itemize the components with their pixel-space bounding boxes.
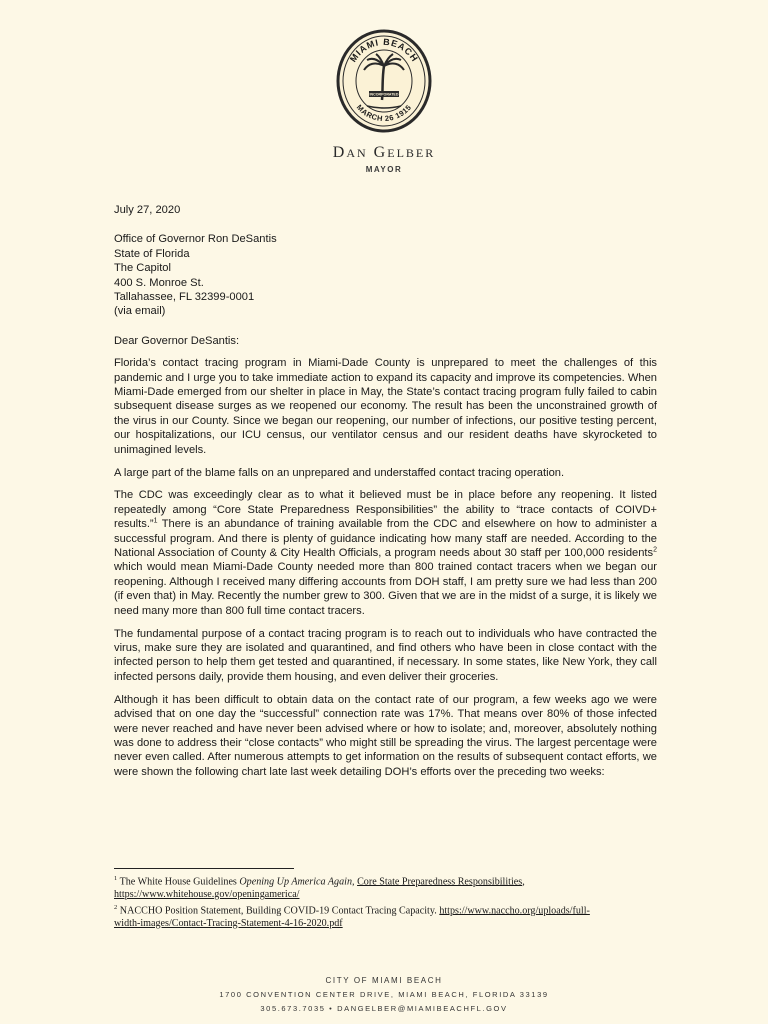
paragraph-3-part-a: The CDC was exceedingly clear as to what it believed must be in place before any reopening. It listed repeatedly among “Core State Preparedness Responsibilities” the ability to “trace contacts of COIVD+ results.”: [114, 489, 657, 531]
mayor-title: MAYOR: [365, 165, 403, 174]
paragraph-4: The fundamental purpose of a contact tracing program is to reach out to individuals who have contracted the virus, make sure they are isolated and quarantined, and find others who have been in close contact with the infected person to help them get tested and quarantined, if necessary. In some states, like New York, they call infected persons daily, provide them housing, and even deliver their groceries.: [114, 627, 657, 683]
address-line: State of Florida: [114, 247, 190, 260]
city-seal-logo: [335, 28, 433, 134]
salutation: Dear Governor DeSantis:: [114, 334, 240, 347]
footer-address: 1700 CONVENTION CENTER DRIVE, MIAMI BEACH, FLORIDA 33139: [219, 990, 549, 999]
address-line: 400 S. Monroe St.: [114, 276, 204, 289]
mayor-name: DAN GELBER: [332, 144, 436, 161]
letter-body: [114, 203, 657, 788]
seal-bottom-text: MARCH 26 1915: [354, 102, 414, 124]
paragraph-3-part-c: which would mean Miami-Dade County needed more than 800 trained contact tracers when we began our reopening. Although I received many differing accounts from DOH staff, I am pretty sure we had less than 200 (if even that) in May. Recently the number grew to 300. Given that we are in the midst of a surge, it is likely we need many more than 800 full time contact tracers.: [114, 561, 657, 617]
footer-contact: 305.673.7035 • DANGELBER@MIAMIBEACHFL.GOV: [260, 1004, 508, 1013]
address-line: Office of Governor Ron DeSantis: [114, 233, 277, 246]
paragraph-3-part-b: There is an abundance of training available from the CDC and elsewhere on how to administer a successful program. And there is plenty of guidance indicating how many staff are needed. According to the National Association of County & City Health Officials, a program needs about 30 staff per 100,000 residents: [114, 518, 657, 560]
footnote-1-number: 1: [114, 875, 118, 882]
paragraph-1: Florida’s contact tracing program in Miami-Dade County is unprepared to meet the challenges of this pandemic and I urge you to take immediate action to expand its capacity and improve its competencies. When Miami-Dade emerged from our shelter in place in May, the State’s contact tracing program fully failed to cabin subsequent disease surges as we reopened our economy. The result has been the unconstrained growth of the virus in our County. Since we began our reopening, our number of infections, our positive testing percent, our hospitalizations, our ICU census, our ventilator census and our resident deaths have skyrocketed to unimagined levels.: [114, 357, 657, 456]
footnote-1-comma: ,: [522, 876, 525, 888]
footnote-2: [114, 902, 662, 931]
paragraph-5: Although it has been difficult to obtain data on the contact rate of our program, a few weeks ago we were advised that on one day the “successful” connection rate was 17%. That means over 80% of those infected were never reached and have never been advised where or how to isolate; and, moreover, absolutely nothing was done to address their “close contacts” who might still be spreading the virus. The largest percentage were never even called. After numerous attempts to get information on the results of subsequent contact efforts, we were shown the following chart late last week detailing DOH’s efforts over the preceding two weeks:: [114, 693, 657, 778]
paragraph-3: [114, 488, 657, 618]
address-line: (via email): [114, 305, 166, 318]
footnote-divider: [114, 868, 294, 869]
footnote-1-url-link[interactable]: https://www.whitehouse.gov/openingamerica/: [114, 888, 300, 900]
footnote-1: [114, 873, 662, 902]
footer-city: CITY OF MIAMI BEACH: [325, 976, 443, 985]
footnote-ref-1: 1: [153, 517, 158, 525]
footnote-2-url-link[interactable]: https://www.naccho.org/uploads/full-: [439, 904, 590, 916]
footnote-2-text: NACCHO Position Statement, Building COVID-19 Contact Tracing Capacity.: [117, 904, 440, 916]
seal-banner-text: INCORPORATED: [369, 92, 399, 97]
recipient-address: [114, 232, 657, 318]
footnote-1-text: The White House Guidelines: [117, 876, 240, 888]
footnote-1-title-link[interactable]: Core State Preparedness Responsibilities: [357, 876, 523, 888]
seal-top-text: MIAMI BEACH: [347, 36, 421, 64]
footnotes: [114, 873, 662, 930]
letter-date: July 27, 2020: [114, 204, 181, 216]
footnote-ref-2: 2: [653, 546, 657, 554]
footnote-2-number: 2: [114, 903, 118, 911]
address-line: The Capitol: [114, 262, 171, 275]
footnote-2-url-link-cont[interactable]: width-images/Contact-Tracing-Statement-4-16-2020.pdf: [114, 917, 343, 929]
address-line: Tallahassee, FL 32399-0001: [114, 290, 255, 303]
footnote-1-italic-title: Opening Up America Again,: [239, 876, 355, 888]
paragraph-2: A large part of the blame falls on an unprepared and understaffed contact tracing operation.: [114, 466, 565, 479]
